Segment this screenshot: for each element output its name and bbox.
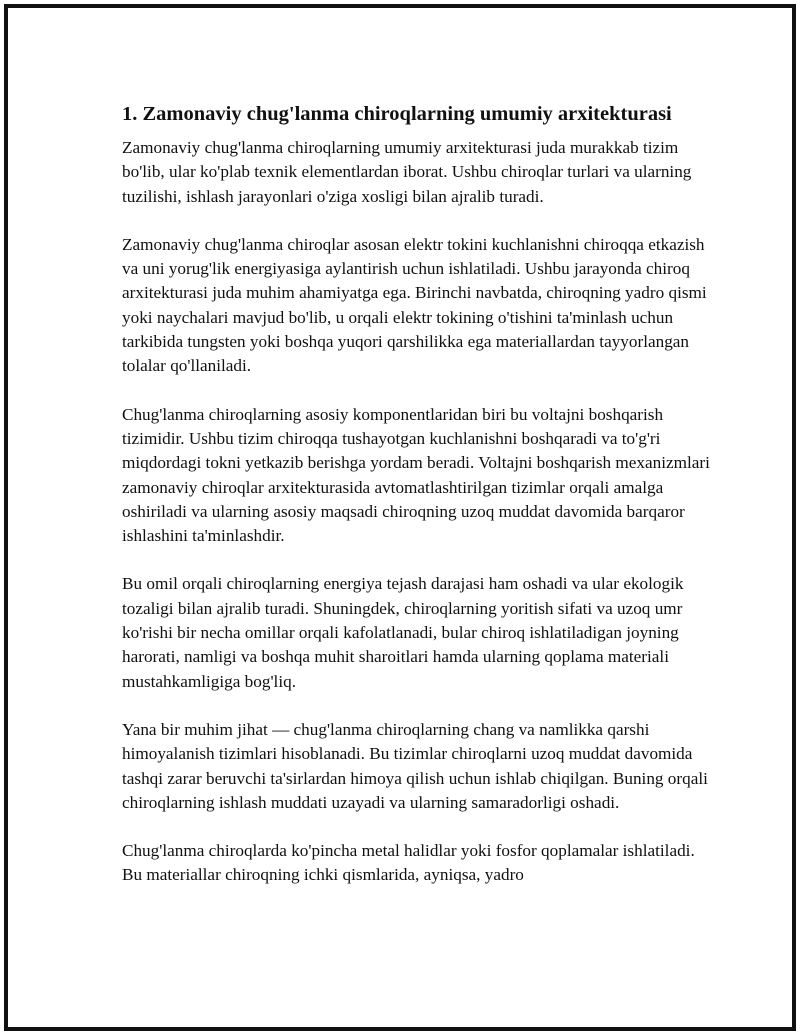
document-body (122, 100, 712, 888)
paragraph-3: Chug'lanma chiroqlarning asosiy komponentlaridan biri bu voltajni boshqarish tizimidir. Ushbu tizim chiroqqa tushayotgan kuchlanishni boshqaradi va to'g'ri miqdordagi tokni yetkazib berishga yordam beradi. Voltajni boshqarish mexanizmlari zamonaviy chiroqlar arxitekturasida avtomatlashtirilgan tizimlar orqali amalga oshiriladi va ularning asosiy maqsadi chiroqning uzoq muddat davomida barqaror ishlashini ta'minlashdir. (122, 404, 710, 546)
paragraph-6: Chug'lanma chiroqlarda ko'pincha metal halidlar yoki fosfor qoplamalar ishlatiladi. Bu materiallar chiroqning ichki qismlarida, ayniqsa, yadro (122, 841, 695, 885)
paragraph-4: Bu omil orqali chiroqlarning energiya tejash darajasi ham oshadi va ular ekologik tozaligi bilan ajralib turadi. Shuningdek, chiroqlarning yoritish sifati va uzoq umr ko'rishi bir necha omillar orqali kafolatlanadi, bular chiroq ishlatiladigan joyning harorati, namligi va boshqa muhit sharoitlari hamda ularning qoplama materiali mustahkamligiga bog'liq. (122, 574, 684, 691)
page-frame (4, 4, 796, 1031)
paragraph-1: Zamonaviy chug'lanma chiroqlarning umumiy arxitekturasi juda murakkab tizim bo'lib, ular ko'plab texnik elementlardan iborat. Ushbu chiroqlar turlari va ularning tuzilishi, ishlash jarayonlari o'ziga xosligi bilan ajralib turadi. (122, 138, 692, 206)
paragraph-5: Yana bir muhim jihat — chug'lanma chiroqlarning chang va namlikka qarshi himoyalanish tizimlari hisoblanadi. Bu tizimlar chiroqlarni uzoq muddat davomida tashqi zarar beruvchi ta'sirlardan himoya qilish uchun ishlab chiqilgan. Buning orqali chiroqlarning ishlash muddati uzayadi va ularning samaradorligi oshadi. (122, 719, 708, 812)
section-heading: 1. Zamonaviy chug'lanma chiroqlarning umumiy arxitekturasi (122, 103, 672, 125)
paragraph-2: Zamonaviy chug'lanma chiroqlar asosan elektr tokini kuchlanishni chiroqqa etkazish va uni yorug'lik energiyasiga aylantirish uchun ishlatiladi. Ushbu jarayonda chiroq arxitekturasi juda muhim ahamiyatga ega. Birinchi navbatda, chiroqning yadro qismi yoki naychalari mavjud bo'lib, u orqali elektr tokining o'tishini ta'minlash uchun tarkibida tungsten yoki boshqa yuqori qarshilikka ega materiallardan tayyorlangan tolalar qo'llaniladi. (122, 234, 707, 376)
